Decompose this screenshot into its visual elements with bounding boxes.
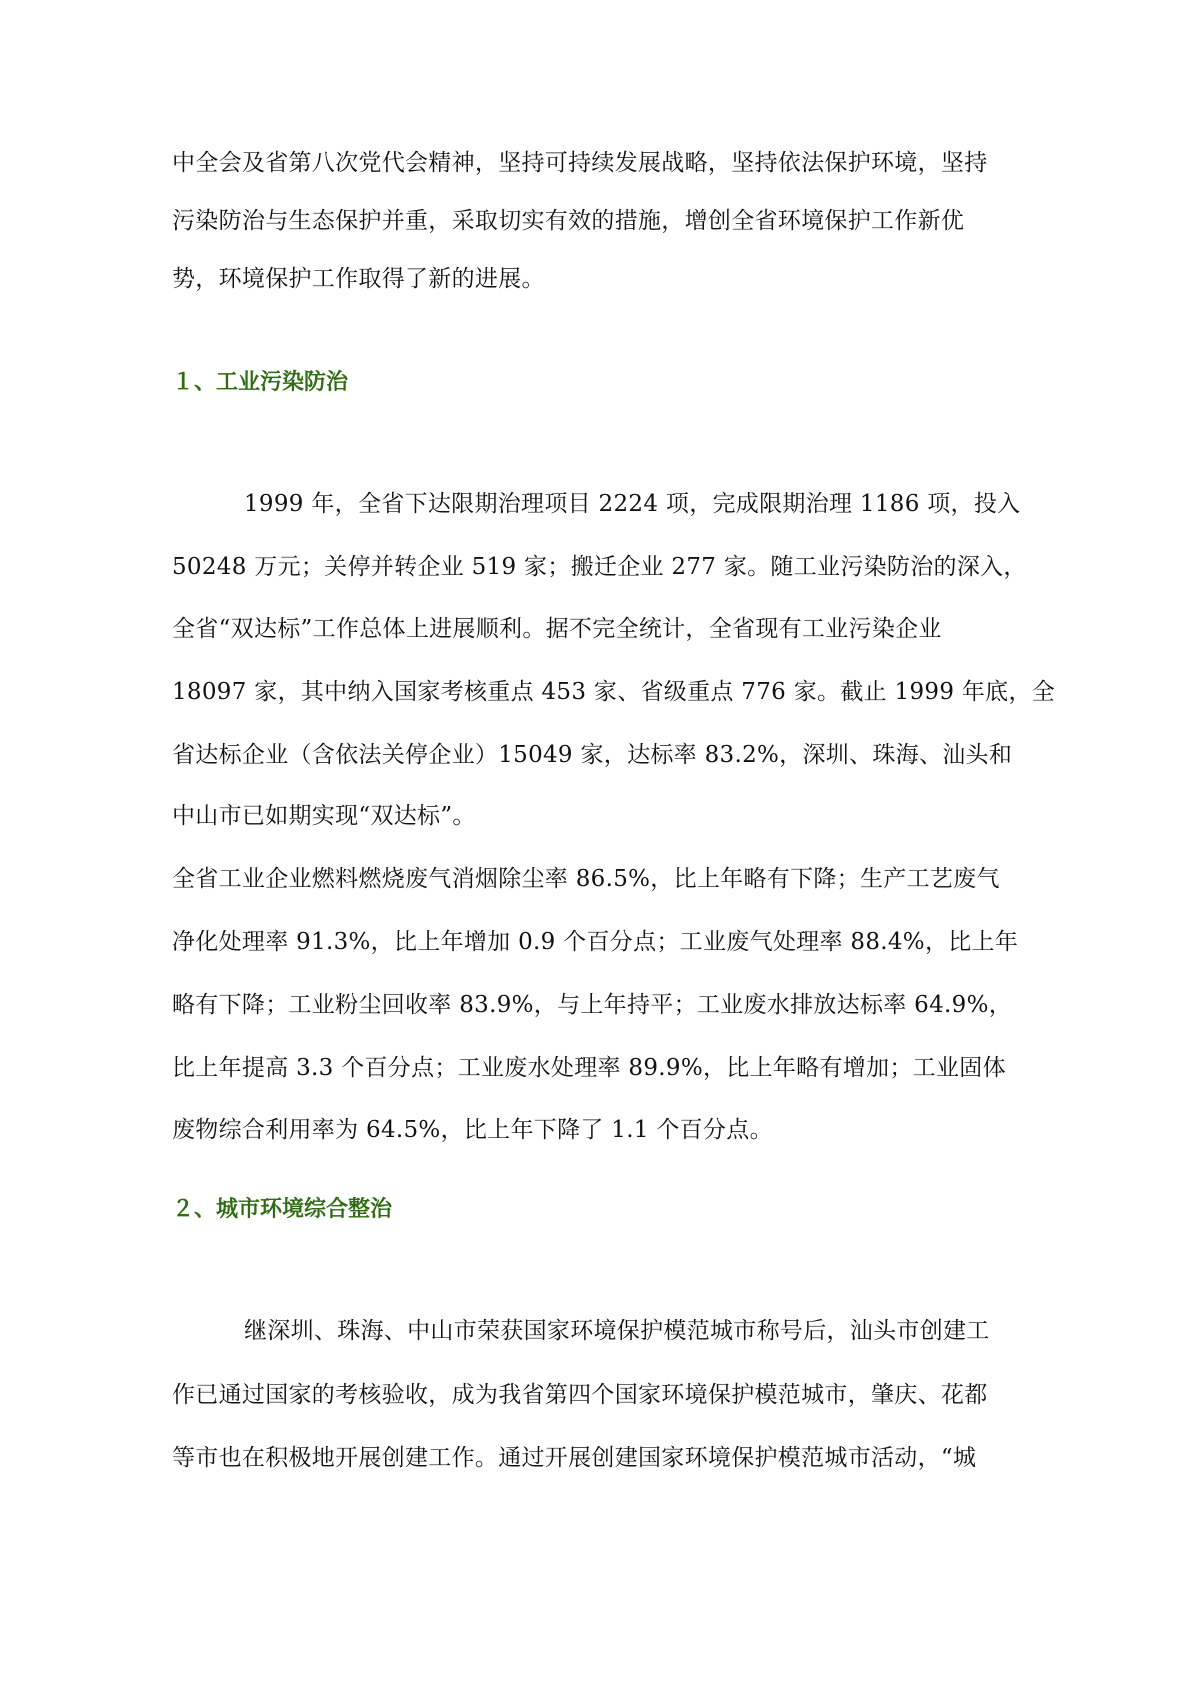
s1-p1-line-4: 18097 家，其中纳入国家考核重点 453 家、省级重点 776 家。截止 1999 年底，全 (172, 679, 1056, 705)
intro-line-3: 势，环境保护工作取得了新的进展。 (172, 266, 545, 292)
intro-line-2: 污染防治与生态保护并重，采取切实有效的措施，增创全省环境保护工作新优 (172, 208, 965, 234)
s1-p1-line-6: 中山市已如期实现“双达标”。 (172, 803, 476, 829)
intro-line-1: 中全会及省第八次党代会精神，坚持可持续发展战略，坚持依法保护环境，坚持 (172, 150, 988, 176)
s1-p2-line-2: 净化处理率 91.3%，比上年增加 0.9 个百分点；工业废气处理率 88.4%，比上年 (172, 929, 1019, 955)
s1-p2-line-1: 全省工业企业燃料燃烧废气消烟除尘率 86.5%，比上年略有下降；生产工艺废气 (172, 866, 1000, 892)
s1-p2-line-3: 略有下降；工业粉尘回收率 83.9%，与上年持平；工业废水排放达标率 64.9%， (172, 992, 1013, 1018)
s2-p1-line-1: 继深圳、珠海、中山市荣获国家环境保护模范城市称号后，汕头市创建工 (244, 1318, 990, 1344)
s2-p1-line-2: 作已通过国家的考核验收，成为我省第四个国家环境保护模范城市，肇庆、花都 (172, 1382, 988, 1408)
s1-p2-line-4: 比上年提高 3.3 个百分点；工业废水处理率 89.9%，比上年略有增加；工业固体 (172, 1055, 1006, 1081)
section-1-heading: １、工业污染防治 (172, 370, 349, 395)
s1-p1-line-1: 1999 年，全省下达限期治理项目 2224 项，完成限期治理 1186 项，投入 (244, 491, 1021, 517)
section-2-heading: ２、城市环境综合整治 (172, 1197, 393, 1222)
s1-p1-line-5: 省达标企业（含依法关停企业）15049 家，达标率 83.2%，深圳、珠海、汕头和 (172, 742, 1013, 768)
s1-p1-line-3: 全省“双达标”工作总体上进展顺利。据不完全统计，全省现有工业污染企业 (172, 616, 942, 642)
s1-p2-line-5: 废物综合利用率为 64.5%，比上年下降了 1.1 个百分点。 (172, 1117, 773, 1143)
s2-p1-line-3: 等市也在积极地开展创建工作。通过开展创建国家环境保护模范城市活动，“城 (172, 1445, 977, 1471)
s1-p1-line-2: 50248 万元；关停并转企业 519 家；搬迁企业 277 家。随工业污染防治的深入， (172, 554, 1027, 580)
